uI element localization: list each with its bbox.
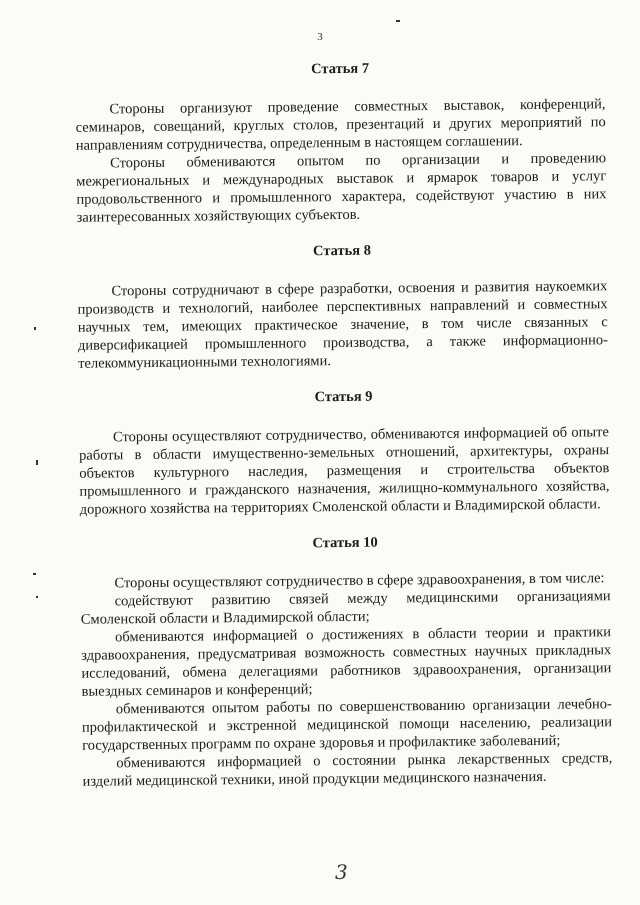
paragraph: Стороны сотрудничают в сфере разработки, освоения и развития наукоемких производств и технологий, наиболее перспективных направлений и совместных научных тем, имеющих практическое значение, в том числе связанных с диверсификацией промышленного производства, а также информационно-телекоммуникационными технологиями.: [77, 278, 609, 372]
article-heading: Статья 9: [314, 388, 373, 406]
paragraph: обмениваются опытом работы по совершенствованию организации лечебно-профилактической и экстренной медицинской помощи населению, реализации государственных программ по охране здоровья и профилактике заболеваний;: [81, 696, 613, 754]
article-heading: Статья 10: [312, 534, 378, 552]
paragraph: обмениваются информацией о достижениях в области теории и практики здравоохранения, предусматривая возможность совместных научных прикладных исследований, обмена делегациями работников здравоохранения, организации выездных семинаров и конференций;: [81, 624, 612, 700]
article-9: [78, 385, 609, 519]
article-heading: Статья 7: [311, 60, 370, 78]
scan-speck: [33, 573, 36, 575]
article-7: [75, 57, 607, 227]
paragraph: Стороны осуществляют сотрудничество в сфере здравоохранения, в том числе:: [114, 570, 605, 592]
scan-speck: [396, 20, 400, 22]
paragraph: содействуют развитию связей между медицинскими организациями Смоленской области и Владимирской области;: [80, 588, 611, 628]
paragraph: Стороны организуют проведение совместных выставок, конференций, семинаров, совещаний, круглых столов, презентаций и других мероприятий по направлениям сотрудничества, определенным в настоящем соглашении.: [75, 96, 606, 154]
article-heading: Статья 8: [312, 242, 372, 260]
article-10: [80, 531, 613, 791]
paragraph: Стороны осуществляют сотрудничество, обмениваются информацией об опыте работы в области имущественно-земельных отношений, архитектуры, охраны объектов культурного наследия, размещения и строительства объектов промышленного и гражданского назначения, жилищно-коммунального хозяйства, дорожного хозяйства на территориях Смоленской области и Владимирской области.: [79, 424, 610, 518]
paragraph: Стороны обмениваются опытом по организации и проведению межрегиональных и международных выставок и ярмарок товаров и услуг продовольственного и промышленного характера, содействуют участию в них заинтересованных хозяйствующих субъектов.: [76, 150, 607, 226]
paragraph: обмениваются информацией о состоянии рынка лекарственных средств, изделий медицинской техники, иной продукции медицинского назначения.: [82, 750, 613, 790]
article-8: [77, 239, 608, 373]
scan-speck: [36, 596, 38, 598]
document-body: [75, 57, 613, 809]
handwritten-page-number: 3: [335, 860, 348, 884]
scan-speck: [36, 460, 38, 465]
scan-speck: [34, 327, 36, 330]
page-number: 3: [317, 31, 323, 43]
